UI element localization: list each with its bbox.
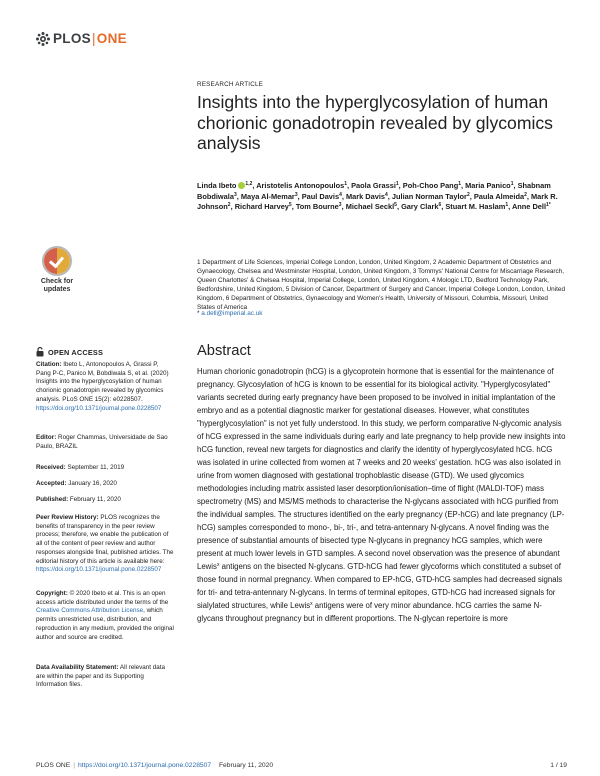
author-affiliation-marker: 4	[339, 191, 342, 198]
author-name: Gary Clark	[401, 202, 439, 211]
author-affiliation-marker: 1,2	[245, 181, 253, 187]
peer-review-text: PLOS recognizes the benefits of transparency in the peer review process; therefore, we enable the publication of all of the content of peer review and author responses alongside final, published articles. The editorial history of this article is available here:	[36, 514, 174, 565]
published-date: February 11, 2020	[68, 496, 121, 503]
author-name: Paola Grassi	[351, 181, 396, 190]
author-affiliation-marker: 5	[394, 202, 397, 208]
email-star: *	[197, 310, 200, 317]
author-name: Anne Dell	[511, 202, 547, 211]
check-for-updates-badge[interactable]	[36, 246, 78, 304]
author-affiliation-marker: 1*	[546, 202, 551, 208]
author-name: Maya Al-Memar	[240, 191, 295, 201]
copyright-text-2: , which permits unrestricted use, distribution, and reproduction in any medium, provided the original author and source are credited.	[36, 607, 174, 641]
author-affiliation-marker: 2	[524, 191, 527, 198]
author-affiliation-marker: 2	[466, 191, 470, 198]
footer-left: PLOS ONE | https://doi.org/10.1371/journal.pone.0228507 February 11, 2020	[36, 762, 274, 769]
author-affiliation-marker: 1	[344, 181, 347, 187]
author-name: Mark R. Johnson	[197, 191, 558, 211]
author-affiliation-marker: 1	[510, 181, 514, 187]
data-availability-text: All relevant data are within the paper and its Supporting Information files.	[36, 664, 166, 689]
abstract-superscript-1: x	[216, 562, 220, 568]
journal-logo	[36, 31, 127, 46]
author-affiliation-marker: 3	[233, 191, 237, 198]
received-date: September 11, 2019	[65, 464, 125, 471]
author-affiliation-marker: 3	[338, 202, 342, 208]
citation-text: Ibeto L, Antonopoulos A, Grassi P, Pang P-C, Panico M, Bobdiwala S, et al. (2020) Insights into the hyperglycosylation of human chorionic gonadotropin revealed by glycomics analysis. PLoS ONE 15(2): e0228507.	[36, 361, 169, 403]
copyright-block	[36, 590, 174, 642]
received-block	[36, 464, 174, 473]
author-name: Stuart M. Haslam	[445, 202, 506, 211]
footer-doi-link[interactable]: https://doi.org/10.1371/journal.pone.0228507	[77, 762, 212, 769]
footer-page-number: 1 / 19	[550, 762, 567, 769]
author-name: Michael Seckl	[345, 202, 395, 211]
author-name: Julian Norman Taylor	[391, 191, 467, 201]
page-footer	[36, 762, 567, 769]
accepted-label: Accepted:	[36, 480, 67, 487]
check-updates-icon	[42, 246, 72, 276]
article-type: RESEARCH ARTICLE	[197, 81, 264, 88]
published-block	[36, 496, 174, 505]
license-link[interactable]: Creative Commons Attribution License	[36, 607, 144, 615]
author-name: Richard Harvey	[234, 202, 289, 211]
author-name: Mark Davis	[345, 191, 386, 201]
abstract-part-2: antigens on the bisected N-glycans. GTD-hCG had fewer glycoforms which constituted a subset of those found in normal pregnancy. When compared to EP-hCG, GTD-hCG samples had decreased signals for tri- and tetra-antennary N-glycans. In terms of terminal epitopes, GTD-hCG had increased signals for sialylated structures, while Lewis	[197, 562, 563, 610]
logo-separator: |	[91, 31, 96, 46]
open-lock-icon	[36, 347, 44, 357]
copyright-label: Copyright:	[36, 590, 68, 597]
author-name: Paul Davis	[301, 191, 340, 201]
data-availability-block	[36, 664, 174, 690]
plos-logo-icon	[36, 32, 50, 46]
corresponding-email	[197, 310, 262, 317]
email-link[interactable]: a.dell@imperial.ac.uk	[201, 310, 263, 317]
accepted-date: January 16, 2020	[66, 480, 117, 487]
author-affiliation-marker: 1	[458, 181, 461, 187]
author-name: Shabnam Bobdiwala	[197, 181, 551, 201]
data-availability-label: Data Availability Statement:	[36, 664, 119, 671]
copyright-text-1: © 2020 Ibeto et al. This is an open access article distributed under the terms of the	[36, 590, 169, 606]
author-list: Linda Ibeto $^{1,2}$, Aristotelis Antonopoulos$^1$, Paola Grassi$^1$, Poh-Choo Pang$^1$, Maria Panico$^1$, Shabnam Bobdiwala$^3$, Maya Al-Memar$^3$, Paul Davis$^4$, Mark Davis$^4$, Julian Norman Taylor$^2$, Paula Almeida$^2$, Mark R. Johnson$^2$, Richard Harvey$^5$, Tom Bourne$^3$, Michael Seckl$^5$, Gary Clark$^6$, Stuart M. Haslam$^1$, Anne Dell$^{1*}$	[197, 181, 558, 211]
author-affiliation-marker: 5	[288, 202, 292, 208]
editor-text: Roger Chammas, Universidade de Sao Paulo, BRAZIL	[36, 434, 168, 450]
abstract-part-3: antigens were of very minor abundance. hCG carries the same N-glycans throughout pregnancy but in different proportions. The N-glycan repertoire is more	[197, 601, 542, 623]
published-label: Published:	[36, 496, 69, 503]
author-name: Maria Panico	[465, 181, 511, 190]
author-affiliation-marker: 1	[505, 202, 509, 208]
affiliations: 1 Department of Life Sciences, Imperial College London, London, United Kingdom, 2 Academic Department of Obstetrics and Gynaecology, Chelsea and Westminster Hospital, London, United Kingdom, 3 Tommys' National Centre for Miscarriage Research, Queen Charlottes' & Chelsea Hospital, Imperial College, London, United Kingdom, 4 Mologic LTD, Bedford Technology Park, Bedfordshire, United Kingdom, 5 Division of Cancer, Department of Surgery and Cancer, Imperial College London, London, United Kingdom, 6 Department of Obstetrics, Gynaecology and Women's Health, University of Missouri, Columbia, Missouri, United States of America	[197, 259, 566, 311]
author-name: Aristotelis Antonopoulos	[256, 181, 345, 190]
accepted-block	[36, 480, 174, 489]
received-label: Received:	[36, 464, 66, 471]
abstract-part-1: Human chorionic gonadotropin (hCG) is a glycoprotein hormone that is essential for the maintenance of pregnancy. Glycosylation of hCG is known to be essential for its biological activity. "Hyperglycosylated" variants secreted during early pregnancy have been proposed to be involved in initial implantation of the embryo and as a potential diagnostic marker for gestational diseases. However, what constitutes "hyperglycosylation" is not yet fully understood. In this study, we perform comparative N-glycomic analysis of hCG expressed in the same individuals during early and late pregnancy to help provide new insights into hCG function, reveal new targets for diagnostics and clarify the identity of hyperglycosylated hCG. hCG was isolated in urine collected from women at 7 weeks and 20 weeks' gestation. hCG was also isolated in urine from women diagnosed with gestational trophoblastic disease (GTD). We used glycomics methodologies including matrix assisted laser desorption/ionisation–time of flight (MALDI-TOF) mass spectrometry (MS) and MS/MS methods to characterise the N-glycans associated with hCG purified from the individual samples. The structures identified on the early pregnancy (EP-hCG) and late pregnancy (LP-hCG) samples corresponded to mono-, bi-, tri-, and tetra-antennary N-glycans. A novel finding was the presence of substantial amounts of bisected type N-glycans in pregnancy hCG samples, which were present at much lower levels in GTD samples. A second novel observation was the presence of abundant Lewis	[197, 367, 566, 571]
peer-review-label: Peer Review History:	[36, 514, 99, 521]
abstract-superscript-2: x	[310, 601, 313, 607]
open-access-text: OPEN ACCESS	[48, 347, 104, 357]
abstract-heading: Abstract	[197, 343, 251, 359]
peer-review-block	[36, 514, 174, 575]
article-title: Insights into the hyperglycosylation of human chorionic gonadotropin revealed by glycomics analysis	[197, 92, 553, 154]
citation-block	[36, 361, 174, 413]
citation-doi-link[interactable]: https://doi.org/10.1371/journal.pone.0228507	[36, 404, 162, 412]
author-name: Tom Bourne	[295, 202, 339, 211]
logo-one-text: ONE	[96, 31, 127, 46]
abstract-text	[197, 365, 567, 625]
author-affiliation-marker: 1	[395, 181, 399, 187]
peer-review-link[interactable]: https://doi.org/10.1371/journal.pone.0228507	[36, 566, 162, 574]
citation-label: Citation:	[36, 361, 62, 368]
author-affiliation-marker: 3	[294, 191, 298, 198]
editor-block	[36, 434, 174, 451]
footer-journal: PLOS ONE	[36, 762, 71, 769]
footer-date: February 11, 2020	[218, 762, 274, 769]
editor-label: Editor:	[36, 434, 57, 441]
logo-plos-text: PLOS	[53, 31, 91, 46]
author-name: Linda Ibeto	[197, 181, 237, 190]
check-updates-label: Check for updates	[40, 278, 74, 293]
open-access-label	[36, 347, 103, 357]
author-affiliation-marker: 6	[438, 202, 442, 208]
author-affiliation-marker: 4	[385, 191, 388, 198]
author-affiliation-marker: 2	[227, 202, 231, 208]
author-name: Paula Almeida	[473, 191, 525, 201]
author-name: Poh-Choo Pang	[402, 181, 459, 190]
